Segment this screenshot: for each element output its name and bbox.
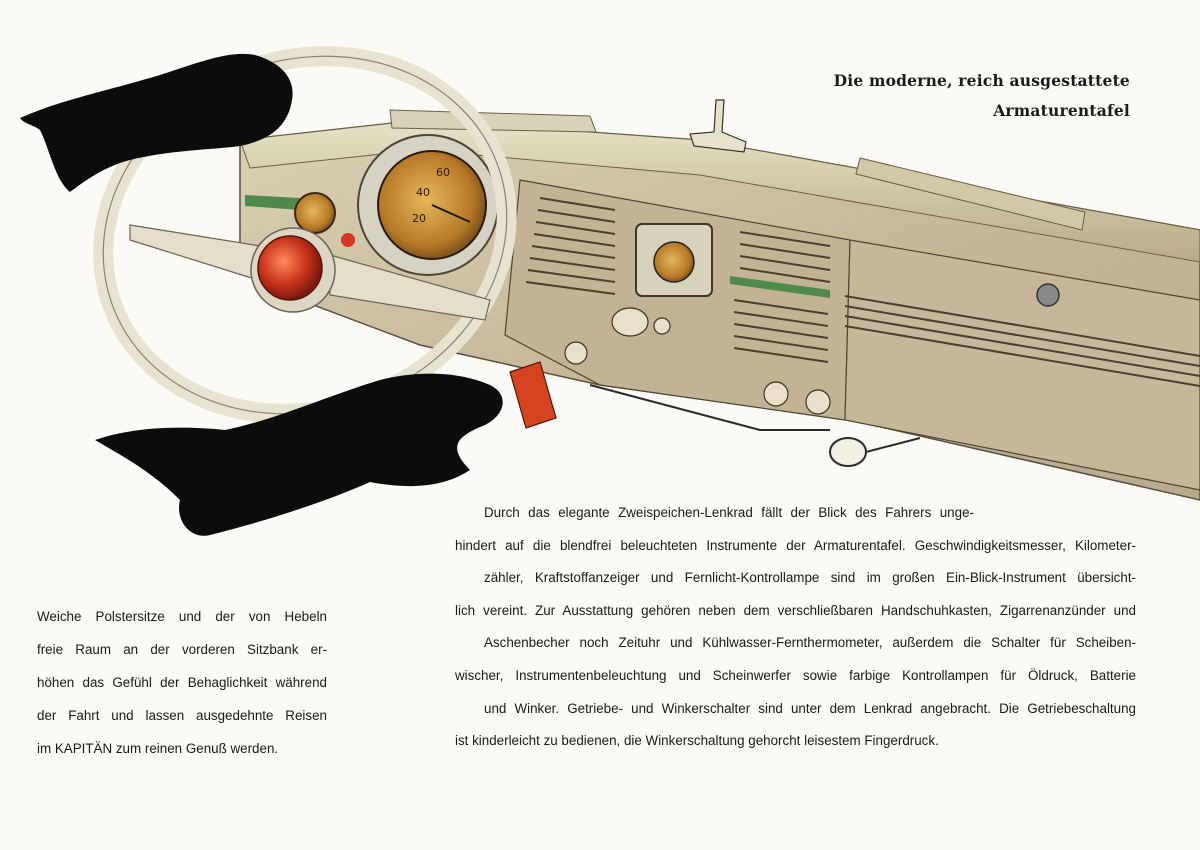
gauge-tick-20: 20 bbox=[412, 212, 426, 225]
body-line: ist kinderleicht zu bedienen, die Winkerschaltung gehorcht leisestem Fingerdruck. bbox=[455, 733, 939, 749]
title-line-2: Armaturentafel bbox=[993, 101, 1130, 120]
body-line: wischer, Instrumentenbeleuchtung und Scheinwerfer sowie farbige Kontrollampen für Öldruck, Batterie bbox=[455, 667, 1136, 683]
indicator-lamp bbox=[341, 233, 355, 247]
body-paragraph bbox=[455, 497, 1136, 758]
body-line: hindert auf die blendfrei beleuchteten Instrumente der Armaturentafel. Geschwindigkeitsmesser, Kilometer- bbox=[455, 537, 1136, 553]
caption-line: im KAPITÄN zum reinen Genuß werden. bbox=[37, 741, 279, 756]
gauge-tick-60: 60 bbox=[436, 166, 450, 179]
body-line: und Winker. Getriebe- und Winkerschalter sind unter dem Lenkrad angebracht. Die Getriebeschaltung bbox=[484, 700, 1136, 716]
body-line: Aschenbecher noch Zeituhr und Kühlwasser-Fernthermometer, außerdem die Schalter für Scheiben- bbox=[484, 635, 1136, 651]
glovebox-lock bbox=[1037, 284, 1059, 306]
title-line-1: Die moderne, reich ausgestattete bbox=[833, 71, 1130, 90]
caption-line: freie Raum an der vorderen Sitzbank er- bbox=[37, 642, 327, 657]
defroster-left bbox=[390, 110, 596, 132]
page-title bbox=[710, 66, 1130, 126]
gauge-tick-40: 40 bbox=[416, 186, 430, 199]
caption-line: Weiche Polstersitze und der von Hebeln bbox=[37, 609, 327, 624]
caption-line: der Fahrt und lassen ausgedehnte Reisen bbox=[37, 708, 327, 723]
body-line: lich vereint. Zur Ausstattung gehören neben dem verschließbaren Handschuhkasten, Zigarrenanzünder und bbox=[455, 602, 1136, 618]
fuel-gauge bbox=[295, 193, 335, 233]
side-caption bbox=[37, 600, 327, 765]
caption-line: höhen das Gefühl der Behaglichkeit während bbox=[37, 675, 327, 690]
body-line: zähler, Kraftstoffanzeiger und Fernlicht-Kontrollampe sind im großen Ein-Blick-Instrument übersicht- bbox=[484, 570, 1136, 586]
body-line: Durch das elegante Zweispeichen-Lenkrad fällt der Blick des Fahrers unge- bbox=[484, 505, 974, 520]
horn-center bbox=[258, 236, 322, 300]
pull-handle bbox=[830, 438, 866, 466]
clock-dial bbox=[654, 242, 694, 282]
gloved-hand-bottom bbox=[95, 374, 503, 536]
